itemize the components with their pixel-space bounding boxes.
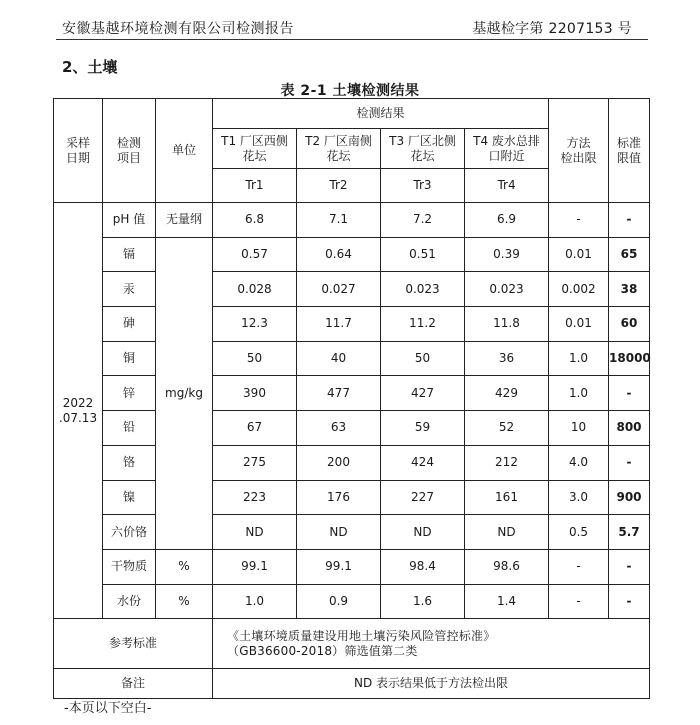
header-results: 检测结果 — [213, 99, 549, 129]
detect-limit-cell: 0.002 — [549, 272, 609, 307]
result-value-cell: 477 — [297, 376, 381, 411]
detect-limit-cell: 3.0 — [549, 480, 609, 515]
result-value-cell: 50 — [213, 341, 297, 376]
site-code: Tr1 — [213, 169, 297, 203]
result-value-cell: 12.3 — [213, 307, 297, 342]
detect-limit-cell: 0.01 — [549, 237, 609, 272]
result-value-cell: 40 — [297, 341, 381, 376]
result-value-cell: 0.023 — [465, 272, 549, 307]
result-value-cell: 11.8 — [465, 307, 549, 342]
section-heading: 2、土壤 — [62, 58, 118, 76]
result-value-cell: 1.4 — [465, 584, 549, 619]
table-row — [54, 549, 650, 584]
detect-limit-cell: 4.0 — [549, 445, 609, 480]
detect-limit-cell: 0.5 — [549, 515, 609, 550]
standard-limit-cell: - — [609, 549, 650, 584]
report-org-title: 安徽基越环境检测有限公司检测报告 — [62, 21, 294, 37]
result-value-cell: 52 — [465, 411, 549, 446]
result-value-cell: ND — [297, 515, 381, 550]
result-value-cell: 161 — [465, 480, 549, 515]
result-value-cell: 427 — [381, 376, 465, 411]
unit-cell: % — [156, 584, 213, 619]
table-row — [54, 203, 650, 238]
test-item-cell: 汞 — [103, 272, 156, 307]
result-value-cell: 98.4 — [381, 549, 465, 584]
reference-standard-label: 参考标准 — [54, 619, 213, 669]
soil-results-table — [53, 98, 650, 699]
table-row — [54, 341, 650, 376]
result-value-cell: 212 — [465, 445, 549, 480]
header-standard-limit: 标准 限值 — [609, 99, 650, 203]
result-value-cell: 424 — [381, 445, 465, 480]
standard-limit-cell: 60 — [609, 307, 650, 342]
result-value-cell: 275 — [213, 445, 297, 480]
detect-limit-cell: - — [549, 203, 609, 238]
standard-limit-cell: 18000 — [609, 341, 650, 376]
table-row — [54, 307, 650, 342]
unit-cell: % — [156, 549, 213, 584]
result-value-cell: 223 — [213, 480, 297, 515]
standard-limit-cell: - — [609, 376, 650, 411]
header-divider — [56, 39, 648, 40]
sample-date-cell: 2022 .07.13 — [54, 203, 103, 619]
result-value-cell: ND — [213, 515, 297, 550]
table-row — [54, 411, 650, 446]
table-row — [54, 584, 650, 619]
report-number: 基越检字第 2207153 号 — [472, 21, 632, 37]
result-value-cell: 0.9 — [297, 584, 381, 619]
result-value-cell: 227 — [381, 480, 465, 515]
table-row — [54, 272, 650, 307]
result-value-cell: 59 — [381, 411, 465, 446]
result-value-cell: 0.023 — [381, 272, 465, 307]
result-value-cell: 50 — [381, 341, 465, 376]
page-end-note: -本页以下空白- — [64, 701, 152, 716]
standard-limit-cell: - — [609, 445, 650, 480]
standard-limit-cell: - — [609, 203, 650, 238]
header-unit: 单位 — [156, 99, 213, 203]
result-value-cell: 11.2 — [381, 307, 465, 342]
test-item-cell: pH 值 — [103, 203, 156, 238]
result-value-cell: ND — [465, 515, 549, 550]
detect-limit-cell: 0.01 — [549, 307, 609, 342]
test-item-cell: 镍 — [103, 480, 156, 515]
test-item-cell: 铅 — [103, 411, 156, 446]
standard-limit-cell: 65 — [609, 237, 650, 272]
result-value-cell: 176 — [297, 480, 381, 515]
table-row — [54, 237, 650, 272]
result-value-cell: 6.8 — [213, 203, 297, 238]
header-test-item: 检测 项目 — [103, 99, 156, 203]
result-value-cell: 11.7 — [297, 307, 381, 342]
result-value-cell: 390 — [213, 376, 297, 411]
standard-limit-cell: 800 — [609, 411, 650, 446]
result-value-cell: 99.1 — [213, 549, 297, 584]
result-value-cell: 0.64 — [297, 237, 381, 272]
standard-limit-cell: 900 — [609, 480, 650, 515]
header-method-limit: 方法 检出限 — [549, 99, 609, 203]
remark-label: 备注 — [54, 669, 213, 699]
test-item-cell: 砷 — [103, 307, 156, 342]
result-value-cell: 99.1 — [297, 549, 381, 584]
test-item-cell: 锌 — [103, 376, 156, 411]
result-value-cell: 98.6 — [465, 549, 549, 584]
detect-limit-cell: - — [549, 549, 609, 584]
standard-limit-cell: 38 — [609, 272, 650, 307]
unit-cell: 无量纲 — [156, 203, 213, 238]
result-value-cell: ND — [381, 515, 465, 550]
test-item-cell: 六价铬 — [103, 515, 156, 550]
test-item-cell: 水份 — [103, 584, 156, 619]
result-value-cell: 6.9 — [465, 203, 549, 238]
detect-limit-cell: - — [549, 584, 609, 619]
result-value-cell: 0.51 — [381, 237, 465, 272]
table-row — [54, 445, 650, 480]
remark-text: ND 表示结果低于方法检出限 — [213, 669, 650, 699]
table-caption: 表 2-1 土壤检测结果 — [280, 83, 420, 99]
header-sample-date: 采样 日期 — [54, 99, 103, 203]
standard-limit-cell: 5.7 — [609, 515, 650, 550]
result-value-cell: 1.0 — [213, 584, 297, 619]
standard-limit-cell: - — [609, 584, 650, 619]
result-value-cell: 7.2 — [381, 203, 465, 238]
result-value-cell: 63 — [297, 411, 381, 446]
result-value-cell: 0.39 — [465, 237, 549, 272]
reference-standard-text: 《土壤环境质量建设用地土壤污染风险管控标准》 （GB36600-2018）筛选值第二类 — [213, 619, 650, 669]
site-name: T4 废水总排 口附近 — [465, 129, 549, 169]
result-value-cell: 1.6 — [381, 584, 465, 619]
result-value-cell: 67 — [213, 411, 297, 446]
site-code: Tr2 — [297, 169, 381, 203]
result-value-cell: 36 — [465, 341, 549, 376]
site-name: T2 厂区南侧 花坛 — [297, 129, 381, 169]
test-item-cell: 干物质 — [103, 549, 156, 584]
result-value-cell: 200 — [297, 445, 381, 480]
table-row — [54, 480, 650, 515]
site-code: Tr4 — [465, 169, 549, 203]
result-value-cell: 429 — [465, 376, 549, 411]
table-row — [54, 515, 650, 550]
site-name: T1 厂区西侧 花坛 — [213, 129, 297, 169]
result-value-cell: 0.028 — [213, 272, 297, 307]
result-value-cell: 0.027 — [297, 272, 381, 307]
detect-limit-cell: 1.0 — [549, 341, 609, 376]
test-item-cell: 镉 — [103, 237, 156, 272]
table-row — [54, 376, 650, 411]
result-value-cell: 0.57 — [213, 237, 297, 272]
test-item-cell: 铬 — [103, 445, 156, 480]
detect-limit-cell: 10 — [549, 411, 609, 446]
test-item-cell: 铜 — [103, 341, 156, 376]
result-value-cell: 7.1 — [297, 203, 381, 238]
unit-cell: mg/kg — [156, 237, 213, 549]
site-code: Tr3 — [381, 169, 465, 203]
site-name: T3 厂区北侧 花坛 — [381, 129, 465, 169]
detect-limit-cell: 1.0 — [549, 376, 609, 411]
